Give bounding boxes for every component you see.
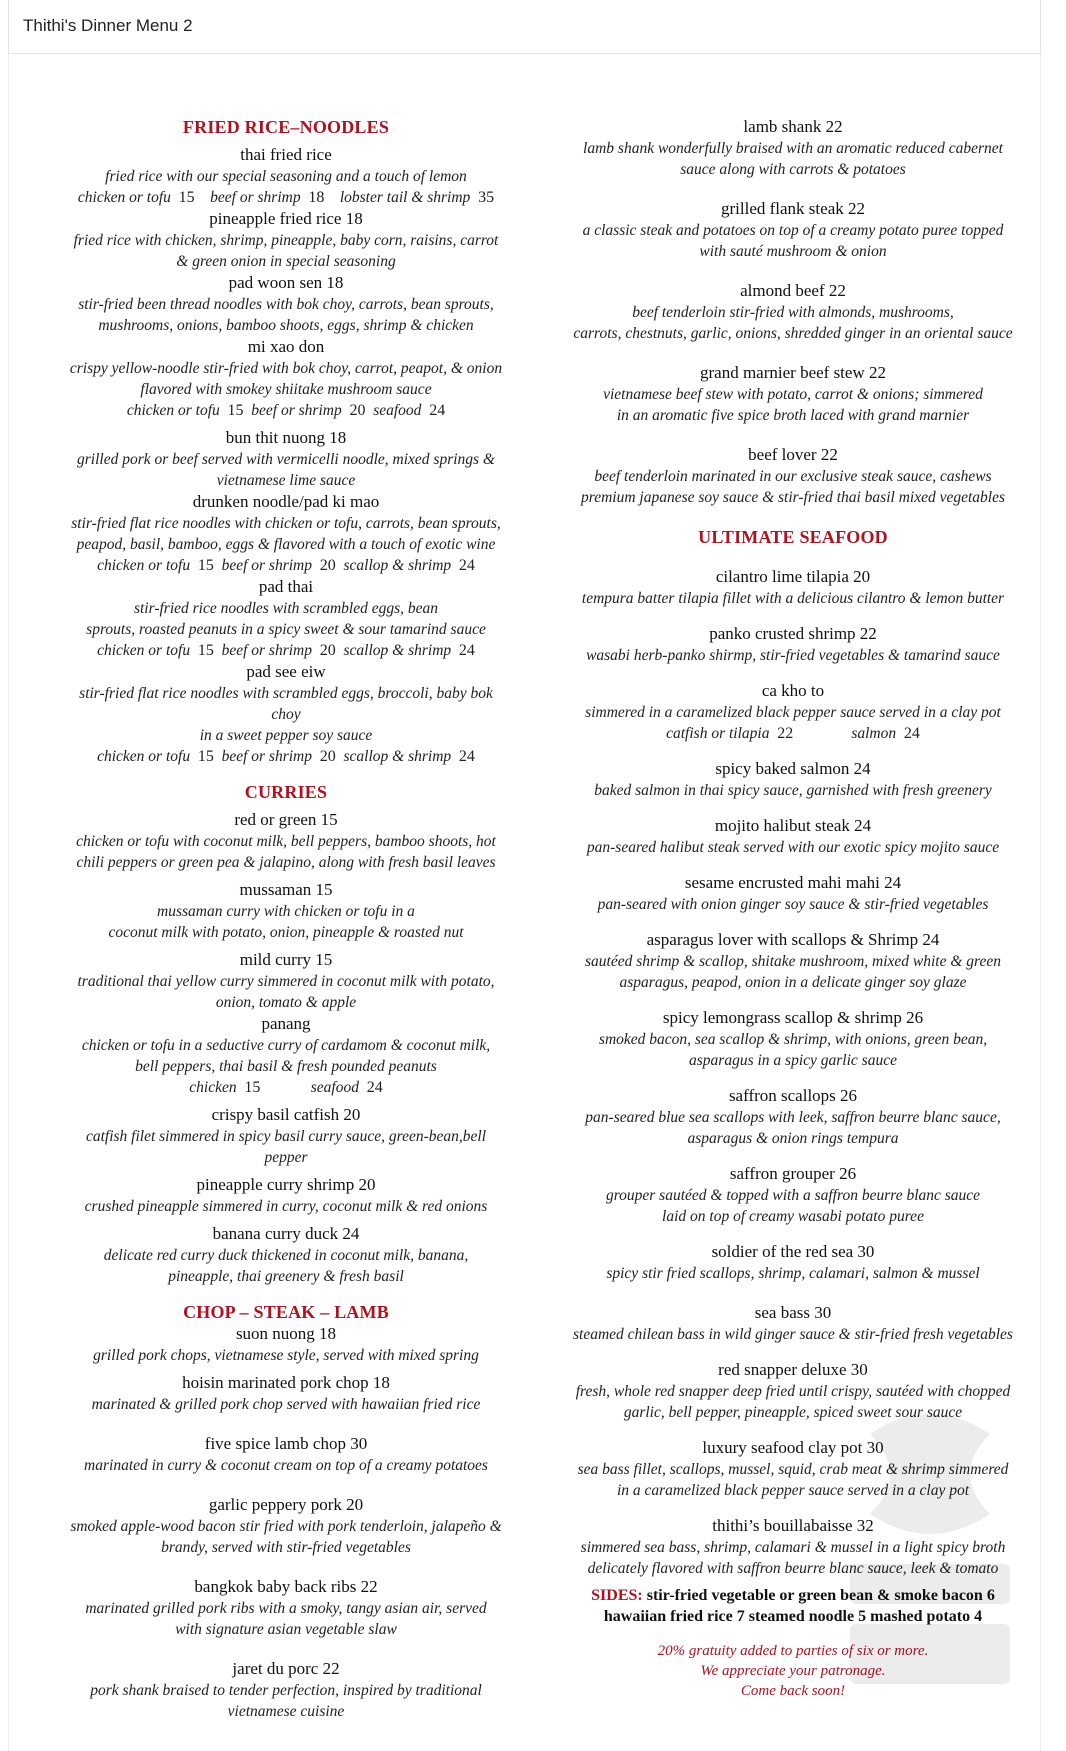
- item-desc: beef tenderloin stir-fried with almonds, mushrooms,: [632, 304, 954, 321]
- item-name: suon nuong 18: [235, 1324, 337, 1343]
- item-name: pad see eiw: [246, 662, 326, 681]
- item-desc: brandy, served with stir-fried vegetables: [161, 1539, 411, 1556]
- item-desc: beef tenderloin marinated in our exclusive steak sauce, cashews: [594, 468, 992, 485]
- menu-item-pad-thai: [66, 576, 506, 661]
- menu-item-grand-marnier-beef-stew: [573, 362, 1013, 426]
- menu-left-column: [66, 116, 506, 1722]
- menu-item-mild-curry: [66, 949, 506, 1013]
- item-desc: onion, tomato & apple: [215, 994, 357, 1011]
- menu-item-hoisin-pork-chop: [66, 1372, 506, 1415]
- item-desc: baked salmon in thai spicy sauce, garnished with fresh greenery: [594, 782, 992, 799]
- item-desc: sautéed shrimp & scallop, shitake mushroom, mixed white & green: [584, 953, 1001, 970]
- menu-item-spicy-lemongrass-scallop: [573, 1007, 1013, 1071]
- menu-item-jaret-du-porc: [66, 1658, 506, 1722]
- item-name: asparagus lover with scallops & Shrimp 24: [646, 930, 940, 949]
- menu-item-almond-beef: [573, 280, 1013, 344]
- item-desc: asparagus & onion rings tempura: [687, 1130, 899, 1147]
- item-desc: pan-seared halibut steak served with our exotic spicy mojito sauce: [586, 839, 1000, 856]
- item-name: ca kho to: [761, 681, 825, 700]
- item-desc: laid on top of creamy wasabi potato puree: [662, 1208, 924, 1225]
- item-desc: smoked bacon, sea scallop & shrimp, with onions, green bean,: [598, 1031, 988, 1048]
- item-desc: wasabi herb-panko shirmp, stir-fried vegetables & tamarind sauce: [586, 647, 1000, 664]
- item-desc: fresh, whole red snapper deep fried until crispy, sautéed with chopped: [575, 1383, 1011, 1400]
- menu-item-mojito-halibut-steak: [573, 815, 1013, 858]
- item-desc: fried rice with chicken, shrimp, pineapple, baby corn, raisins, carrot: [73, 232, 499, 249]
- item-name: panang: [261, 1014, 311, 1033]
- item-name: red or green 15: [234, 810, 338, 829]
- item-name: luxury seafood clay pot 30: [702, 1438, 884, 1457]
- item-desc: grilled pork or beef served with vermicelli noodle, mixed springs &: [77, 451, 495, 468]
- item-name: panko crusted shrimp 22: [709, 624, 877, 643]
- item-desc: lamb shank wonderfully braised with an aromatic reduced cabernet: [583, 140, 1003, 157]
- menu-item-sesame-mahi-mahi: [573, 872, 1013, 915]
- price-line: chicken or tofu 15 beef or shrimp 20 seafood 24: [126, 402, 446, 419]
- sides-text: stir-fried vegetable or green bean & smoke bacon 6: [646, 1587, 995, 1604]
- menu-item-pineapple-curry-shrimp: [66, 1174, 506, 1217]
- item-desc: chili peppers or green pea & jalapino, along with fresh basil leaves: [76, 854, 496, 871]
- item-name: pad woon sen 18: [228, 273, 344, 292]
- item-desc: pork shank braised to tender perfection, inspired by traditional: [90, 1682, 482, 1699]
- item-desc: with sauté mushroom & onion: [699, 243, 887, 260]
- item-desc: garlic, bell pepper, pineapple, spiced sweet sour sauce: [623, 1404, 963, 1421]
- item-desc: asparagus in a spicy garlic sauce: [689, 1052, 897, 1069]
- item-name: red snapper deluxe 30: [718, 1360, 868, 1379]
- item-desc: smoked apple-wood bacon stir fried with pork tenderloin, jalapeño &: [70, 1518, 502, 1535]
- menu-item-thai-fried-rice: [66, 144, 506, 208]
- item-name: jaret du porc 22: [232, 1659, 340, 1678]
- item-desc: coconut milk with potato, onion, pineapple & roasted nut: [108, 924, 464, 941]
- item-desc: stir-fried been thread noodles with bok choy, carrots, bean sprouts,: [78, 296, 494, 313]
- item-name: saffron scallops 26: [728, 1086, 858, 1105]
- section-title-chop-steak-lamb: CHOP – STEAK – LAMB: [183, 1302, 389, 1322]
- item-name: bun thit nuong 18: [225, 428, 347, 447]
- item-desc: stir-fried rice noodles with scrambled eggs, bean: [133, 600, 439, 617]
- item-desc: chicken or tofu with coconut milk, bell peppers, bamboo shoots, hot: [76, 833, 496, 850]
- menu-item-panang: [66, 1013, 506, 1098]
- item-name: mojito halibut steak 24: [714, 816, 872, 835]
- item-name: almond beef 22: [740, 281, 846, 300]
- item-desc: with signature asian vegetable slaw: [175, 1621, 397, 1638]
- item-name: saffron grouper 26: [729, 1164, 857, 1183]
- item-desc: flavored with smokey shiitake mushroom sauce: [140, 381, 432, 398]
- page-title: Thithi's Dinner Menu 2: [23, 16, 193, 35]
- menu-item-ca-kho-to: [573, 680, 1013, 744]
- footer-appreciation-note: We appreciate your patronage.: [700, 1663, 886, 1679]
- price-line: catfish or tilapia 22 salmon 24: [666, 725, 920, 742]
- item-desc: marinated grilled pork ribs with a smoky, tangy asian air, served: [85, 1600, 487, 1617]
- item-desc: mushrooms, onions, bamboo shoots, eggs, shrimp & chicken: [98, 317, 474, 334]
- section-title-curries: CURRIES: [244, 782, 328, 802]
- item-desc: stir-fried flat rice noodles with scrambled eggs, broccoli, baby bok choy: [79, 685, 493, 723]
- menu-item-five-spice-lamb-chop: [66, 1433, 506, 1476]
- item-name: bangkok baby back ribs 22: [194, 1577, 378, 1596]
- menu-item-grilled-flank-steak: [573, 198, 1013, 262]
- item-desc: in an aromatic five spice broth laced with grand marnier: [616, 407, 970, 424]
- item-name: garlic peppery pork 20: [208, 1495, 364, 1514]
- item-name: mussaman 15: [239, 880, 333, 899]
- menu-item-soldier-of-the-red-sea: [573, 1241, 1013, 1284]
- menu-item-mussaman: [66, 879, 506, 943]
- item-name: cilantro lime tilapia 20: [715, 567, 871, 586]
- item-desc: traditional thai yellow curry simmered in coconut milk with potato,: [77, 973, 495, 990]
- item-desc: vietnamese cuisine: [227, 1703, 345, 1720]
- item-name: hoisin marinated pork chop 18: [182, 1373, 390, 1392]
- price-line: chicken or tofu 15 beef or shrimp 20 scallop & shrimp 24: [97, 748, 475, 765]
- item-desc: vietnamese beef stew with potato, carrot & onions; simmered: [603, 386, 983, 403]
- item-desc: crispy yellow-noodle stir-fried with bok choy, carrot, peapot, & onion: [69, 360, 503, 377]
- item-desc: sprouts, roasted peanuts in a spicy sweet & sour tamarind sauce: [86, 621, 486, 638]
- item-desc: grilled pork chops, vietnamese style, served with mixed spring: [93, 1347, 479, 1364]
- item-desc: steamed chilean bass in wild ginger sauce & stir-fried fresh vegetables: [573, 1326, 1013, 1343]
- item-desc: pan-seared with onion ginger soy sauce & stir-fried vegetables: [597, 896, 989, 913]
- sides-line-2: hawaiian fried rice 7 steamed noodle 5 mashed potato 4: [603, 1608, 983, 1625]
- item-name: banana curry duck 24: [212, 1224, 360, 1243]
- item-desc: grouper sautéed & topped with a saffron beurre blanc sauce: [605, 1187, 981, 1204]
- page-header: [8, 0, 1041, 54]
- price-line: chicken or tofu 15 beef or shrimp 20 scallop & shrimp 24: [97, 557, 475, 574]
- item-desc: in a sweet pepper soy sauce: [199, 727, 373, 744]
- menu-item-drunken-noodle: [66, 491, 506, 576]
- item-desc: vietnamese lime sauce: [216, 472, 356, 489]
- item-desc: spicy stir fried scallops, shrimp, calamari, salmon & mussel: [606, 1265, 980, 1282]
- item-name: mi xao don: [247, 337, 325, 356]
- item-name: crispy basil catfish 20: [211, 1105, 361, 1124]
- item-name: soldier of the red sea 30: [711, 1242, 875, 1261]
- item-name: thithi’s bouillabaisse 32: [712, 1516, 874, 1535]
- item-desc: marinated in curry & coconut cream on top of a creamy potatoes: [84, 1457, 488, 1474]
- item-desc: a classic steak and potatoes on top of a creamy potato puree topped: [582, 222, 1004, 239]
- item-desc: stir-fried flat rice noodles with chicken or tofu, carrots, bean sprouts,: [71, 515, 501, 532]
- menu-item-pineapple-fried-rice: [66, 208, 506, 272]
- menu-image: [8, 106, 1041, 1746]
- watermark-logo-icon: [830, 1394, 1030, 1714]
- menu-item-garlic-peppery-pork: [66, 1494, 506, 1558]
- item-desc: peapod, basil, bamboo, eggs & flavored with a touch of exotic wine: [76, 536, 496, 553]
- section-title-fried-rice: FRIED RICE–NOODLES: [182, 117, 390, 137]
- item-name: sea bass 30: [754, 1303, 832, 1322]
- item-desc: sauce along with carrots & potatoes: [680, 161, 906, 178]
- item-name: thai fried rice: [240, 145, 332, 164]
- item-desc: delicate red curry duck thickened in coconut milk, banana,: [103, 1247, 469, 1264]
- item-desc: simmered sea bass, shrimp, calamari & mussel in a light spicy broth: [580, 1539, 1006, 1556]
- item-desc: delicately flavored with saffron beurre blanc sauce, leek & tomato: [587, 1560, 999, 1577]
- menu-item-crispy-basil-catfish: [66, 1104, 506, 1168]
- item-desc: pineapple, thai greenery & fresh basil: [168, 1268, 404, 1285]
- item-desc: & green onion in special seasoning: [176, 253, 396, 270]
- menu-item-mi-xao-don: [66, 336, 506, 421]
- menu-item-beef-lover: [573, 444, 1013, 508]
- item-name: lamb shank 22: [743, 117, 843, 136]
- menu-item-saffron-grouper: [573, 1163, 1013, 1227]
- item-name: beef lover 22: [748, 445, 838, 464]
- menu-item-pad-see-eiw: [66, 661, 506, 767]
- item-desc: asparagus, peapod, onion in a delicate ginger soy glaze: [619, 974, 967, 991]
- footer-gratuity-note: 20% gratuity added to parties of six or more.: [657, 1643, 929, 1659]
- item-name: pad thai: [258, 577, 314, 596]
- item-desc: fried rice with our special seasoning and a touch of lemon: [105, 168, 467, 185]
- item-desc: crushed pineapple simmered in curry, coconut milk & red onions: [84, 1198, 488, 1215]
- menu-item-pad-woon-sen: [66, 272, 506, 336]
- menu-item-cilantro-lime-tilapia: [573, 566, 1013, 609]
- item-name: mild curry 15: [239, 950, 333, 969]
- item-desc: pan-seared blue sea scallops with leek, saffron beurre blanc sauce,: [585, 1109, 1001, 1126]
- item-desc: bell peppers, thai basil & fresh pounded peanuts: [135, 1058, 437, 1075]
- menu-item-suon-nuong: [66, 1323, 506, 1366]
- item-desc: chicken or tofu in a seductive curry of cardamom & coconut milk,: [81, 1037, 491, 1054]
- price-line: chicken 15 seafood 24: [189, 1079, 383, 1096]
- item-name: grand marnier beef stew 22: [700, 363, 886, 382]
- item-name: pineapple curry shrimp 20: [196, 1175, 376, 1194]
- item-desc: in a caramelized black pepper sauce served in a clay pot: [616, 1482, 970, 1499]
- item-desc: sea bass fillet, scallops, mussel, squid, crab meat & shrimp simmered: [577, 1461, 1009, 1478]
- item-name: five spice lamb chop 30: [204, 1434, 368, 1453]
- item-name: spicy baked salmon 24: [715, 759, 871, 778]
- menu-item-saffron-scallops: [573, 1085, 1013, 1149]
- item-desc: premium japanese soy sauce & stir-fried thai basil mixed vegetables: [581, 489, 1005, 506]
- footer-come-back-note: Come back soon!: [740, 1683, 846, 1699]
- item-name: spicy lemongrass scallop & shrimp 26: [662, 1008, 924, 1027]
- item-name: sesame encrusted mahi mahi 24: [684, 873, 902, 892]
- price-line: chicken or tofu 15 beef or shrimp 20 scallop & shrimp 24: [97, 642, 475, 659]
- item-desc: simmered in a caramelized black pepper sauce served in a clay pot: [585, 704, 1001, 721]
- price-line: chicken or tofu 15 beef or shrimp 18 lobster tail & shrimp 35: [77, 189, 495, 206]
- item-desc: marinated & grilled pork chop served with hawaiian fried rice: [91, 1396, 481, 1413]
- menu-item-asparagus-lover: [573, 929, 1013, 993]
- menu-item-lamb-shank: [573, 116, 1013, 180]
- menu-item-bangkok-baby-back-ribs: [66, 1576, 506, 1640]
- item-name: pineapple fried rice 18: [209, 209, 363, 228]
- item-desc: carrots, chestnuts, garlic, onions, shredded ginger in an oriental sauce: [573, 325, 1013, 342]
- item-name: grilled flank steak 22: [721, 199, 865, 218]
- menu-item-panko-crusted-shrimp: [573, 623, 1013, 666]
- item-desc: mussaman curry with chicken or tofu in a: [157, 903, 415, 920]
- menu-item-banana-curry-duck: [66, 1223, 506, 1287]
- item-desc: catfish filet simmered in spicy basil curry sauce, green-bean,bell pepper: [85, 1128, 487, 1166]
- item-desc: tempura batter tilapia fillet with a delicious cilantro & lemon butter: [581, 590, 1005, 607]
- section-title-ultimate-seafood: ULTIMATE SEAFOOD: [698, 527, 888, 547]
- sides-label: SIDES:: [591, 1587, 643, 1604]
- menu-item-red-or-green: [66, 809, 506, 873]
- menu-item-sea-bass: [573, 1302, 1013, 1345]
- item-name: drunken noodle/pad ki mao: [192, 492, 380, 511]
- menu-item-spicy-baked-salmon: [573, 758, 1013, 801]
- menu-item-bun-thit-nuong: [66, 427, 506, 491]
